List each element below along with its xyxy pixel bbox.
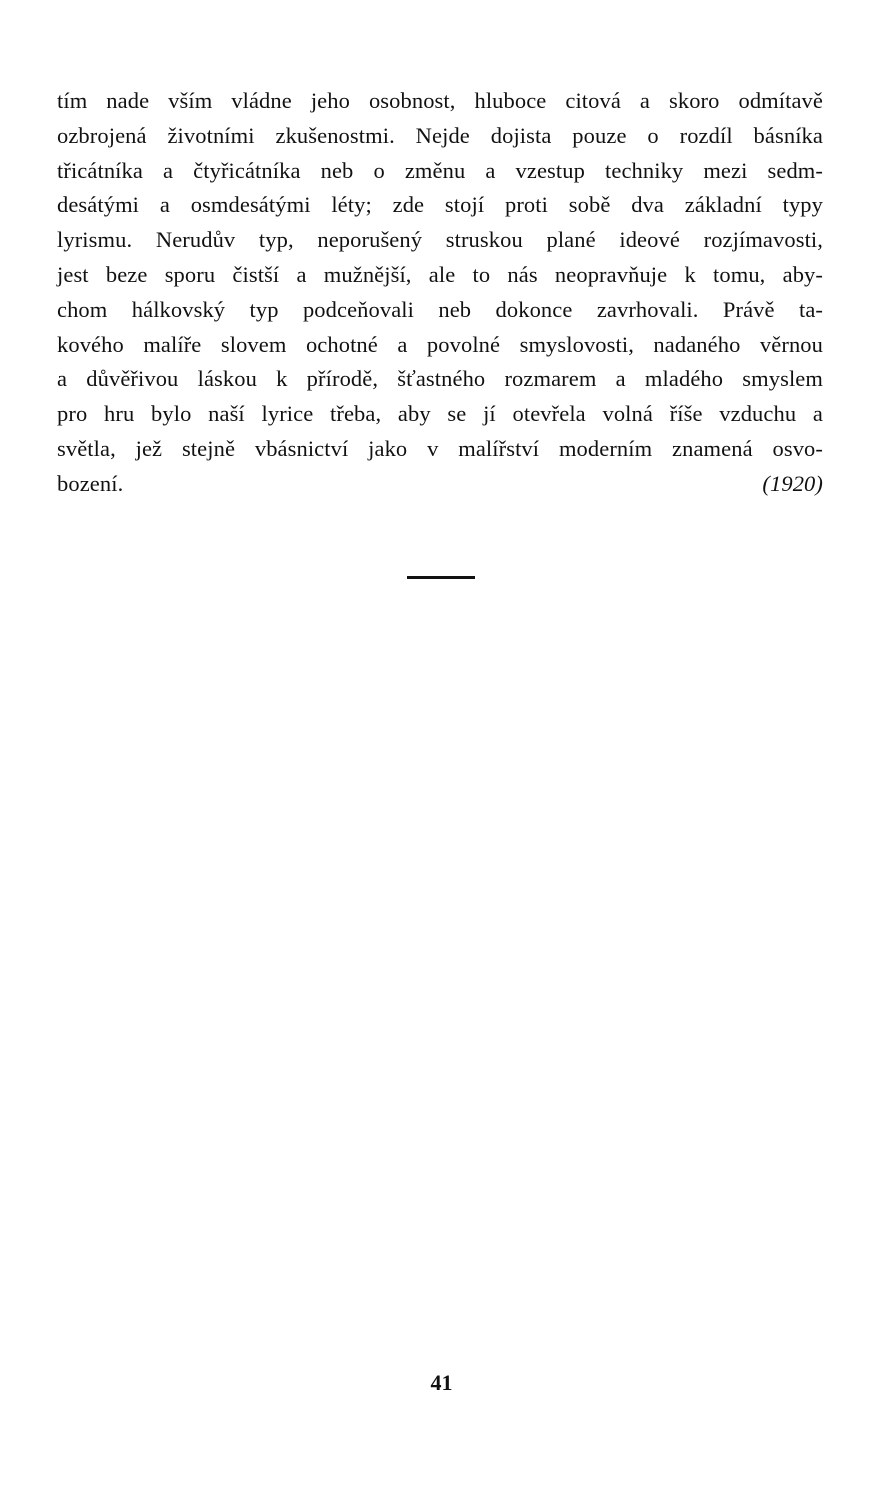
publication-year: (1920) [762,470,823,496]
text-line: chom hálkovský typ podceňovali neb dokonce zavrhovali. Právě ta- [57,296,823,322]
page-number: 41 [430,1370,453,1395]
final-line [57,467,823,502]
text-line: kového malíře slovem ochotné a povolné smyslovosti, nadaného věrnou [57,331,823,357]
text-line: tím nade vším vládne jeho osobnost, hluboce citová a skoro odmítavě [57,88,823,113]
text-line: desátými a osmdesátými léty; zde stojí proti sobě dva základní typy [57,192,823,218]
text-line: světla, jež stejně vbásnictví jako v malířství moderním znamená osvo- [57,435,823,461]
text-line: třicátníka a čtyřicátníka neb o změnu a vzestup techniky mezi sedm- [57,157,823,183]
text-line: pro hru bylo naší lyrice třeba, aby se jí otevřela volná říše vzduchu a [57,401,823,427]
body-text [57,84,823,502]
text-line: a důvěřivou láskou k přírodě, šťastného rozmarem a mladého smyslem [57,366,823,392]
section-separator [407,576,475,579]
text-line: ozbrojená životními zkušenostmi. Nejde dojista pouze o rozdíl básníka [57,122,823,148]
text-line: lyrismu. Nerudův typ, neporušený struskou plané ideové rozjímavosti, [57,227,823,253]
final-line-text: bození. [57,470,124,496]
text-line: jest beze sporu čistší a mužnější, ale to nás neopravňuje k tomu, aby- [57,261,823,287]
